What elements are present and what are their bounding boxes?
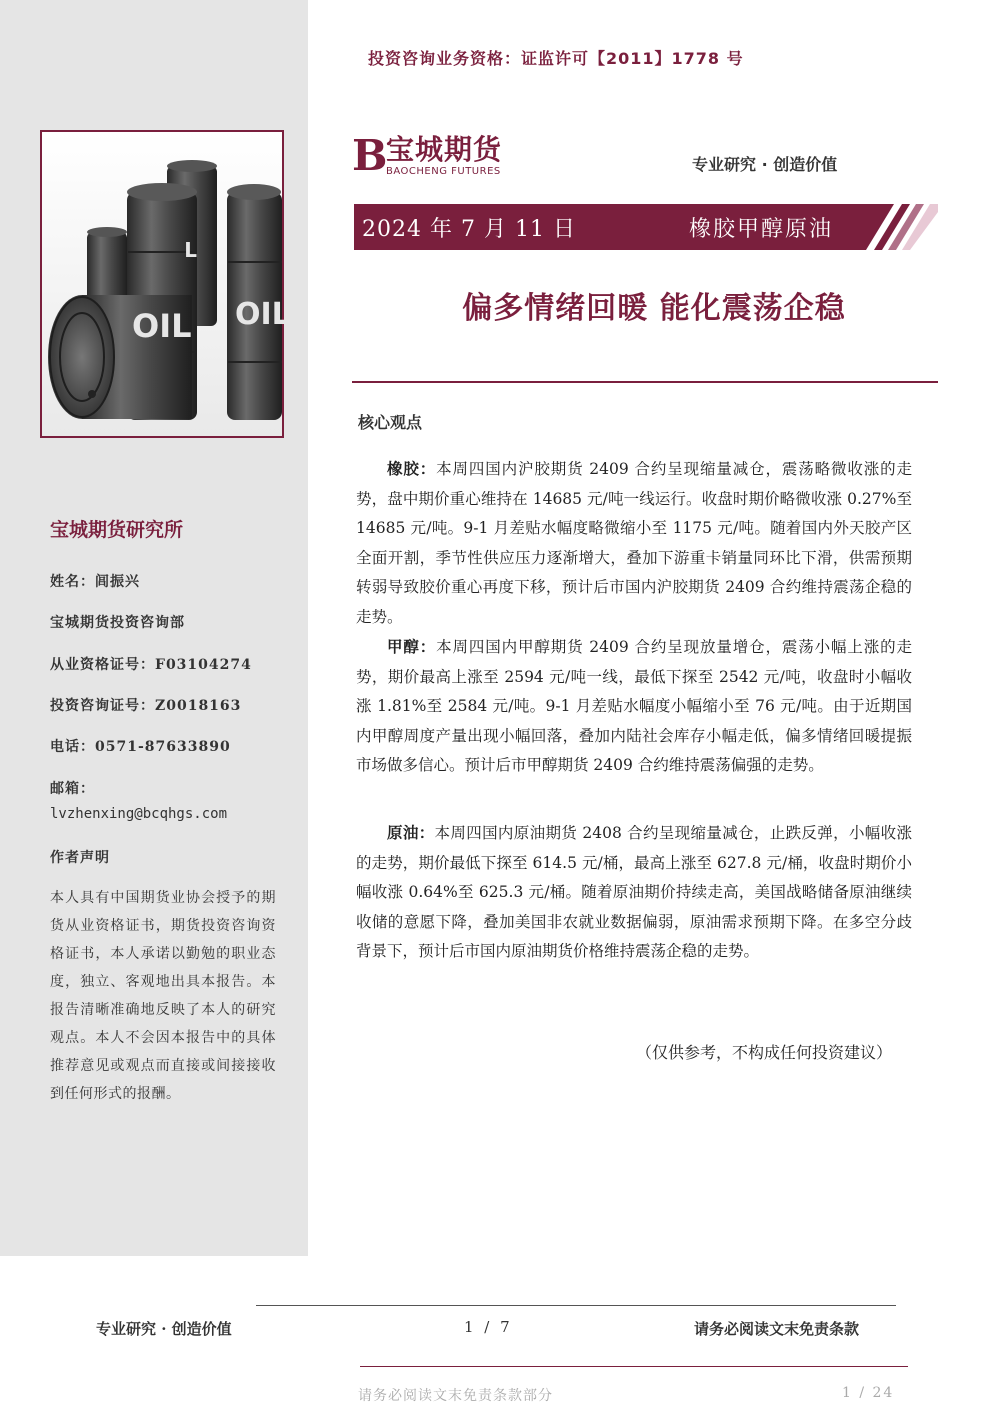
title-divider: [352, 381, 938, 383]
barrel-label-partial: L: [184, 238, 197, 262]
barrel-label-right: OIL: [235, 297, 291, 332]
outer-footer-notice: 请务必阅读文末免责条款部分: [358, 1388, 553, 1404]
header-slogan: 专业研究 · 创造价值: [692, 155, 838, 174]
analyst-department: 宝城期货投资咨询部: [50, 615, 185, 631]
reference-only-note: （仅供参考，不构成任何投资建议）: [636, 1043, 893, 1062]
methanol-text: 本周四国内甲醇期货 2409 合约呈现放量增仓，震荡小幅上涨的走势，期价最高上涨至 2594 元/吨一线，最低下探至 2542 元/吨，收盘时小幅收涨 1.81%至 2584 元/吨。9-1 月差贴水幅度小幅缩小至 76 元/吨。由于近期国内甲醇周度产量出现小幅回落，叠加内陆社会库存小幅走低，偏多情绪回暖提振市场做多信心。预计后市甲醇期货 2409 合约维持震荡偏强的走势。: [356, 638, 912, 774]
research-institute-name: 宝城期货研究所: [50, 519, 184, 541]
email-label: 邮箱：: [50, 781, 95, 797]
footer-slogan: 专业研究 · 创造价值: [96, 1320, 232, 1338]
analyst-email-link[interactable]: lvzhenxing@bcqhgs.com: [50, 806, 228, 822]
qualification-line: 投资咨询业务资格：证监许可【2011】1778 号: [368, 49, 744, 68]
logo-chinese-name: 宝城期货: [386, 133, 503, 166]
crude-oil-label: 原油：: [387, 823, 435, 842]
report-date: 2024 年 7 月 11 日: [362, 217, 576, 242]
author-statement-text: 本人具有中国期货业协会授予的期货从业资格证书，期货投资咨询资格证书，本人承诺以勤勉的职业态度，独立、客观地出具本报告。本报告清晰准确地反映了本人的研究观点。本人不会因本报告中的具体推荐意见或观点而直接或间接接收到任何形式的报酬。: [50, 890, 276, 1102]
consulting-certificate: 投资咨询证号：Z0018163: [50, 698, 242, 714]
outer-footer-divider: [360, 1366, 908, 1367]
barrel-label-front: OIL: [132, 307, 192, 345]
oil-barrels-illustration: [42, 132, 291, 436]
rubber-label: 橡胶：: [387, 459, 437, 478]
outer-footer-page-number: 1 / 24: [842, 1385, 895, 1401]
author-statement-heading: 作者声明: [50, 850, 110, 866]
methanol-label: 甲醇：: [387, 637, 437, 656]
footer-divider: [256, 1305, 896, 1306]
date-category-banner: [354, 204, 938, 250]
oil-barrels-photo: [40, 130, 291, 438]
analyst-name: 姓名：闾振兴: [50, 574, 140, 590]
report-title: 偏多情绪回暖 能化震荡企稳: [462, 291, 846, 326]
company-logo: [352, 131, 522, 182]
methanol-paragraph: [356, 632, 912, 781]
footer-disclaimer-notice: 请务必阅读文末免责条款: [694, 1320, 860, 1338]
crude-oil-paragraph: [356, 818, 912, 967]
crude-oil-text: 本周四国内原油期货 2408 合约呈现缩量减仓，止跌反弹，小幅收涨的走势，期价最低下探至 614.5 元/桶，最高上涨至 627.8 元/桶，收盘时期价小幅收涨 0.64%至 625.3 元/桶。随着原油期价持续走高，美国战略储备原油继续收储的意愿下降，叠加美国非农就业数据偏弱，原油需求预期下降。在多空分歧背景下，预计后市国内原油期货价格维持震荡企稳的走势。: [356, 824, 912, 960]
rubber-paragraph: [356, 454, 912, 632]
logo-english-name: BAOCHENG FUTURES: [386, 166, 501, 177]
report-category: 橡胶甲醇原油: [689, 217, 834, 242]
logo-mark-icon: B: [352, 131, 388, 180]
rubber-text: 本周四国内沪胶期货 2409 合约呈现缩量减仓，震荡略微收涨的走势，盘中期价重心维持在 14685 元/吨一线运行。收盘时期价略微收涨 0.27%至 14685 元/吨。9-1 月差贴水幅度略微缩小至 1175 元/吨。随着国内外天胶产区全面开割，季节性供应压力逐渐增大，叠加下游重卡销量同环比下滑，供需预期转弱导致胶价重心再度下移，预计后市国内沪胶期货 2409 合约维持震荡企稳的走势。: [356, 460, 912, 626]
core-view-heading: 核心观点: [358, 413, 423, 432]
practice-certificate: 从业资格证号：F03104274: [50, 657, 252, 673]
footer-page-number: 1 / 7: [464, 1318, 513, 1336]
analyst-phone: 电话：0571-87633890: [50, 739, 231, 755]
